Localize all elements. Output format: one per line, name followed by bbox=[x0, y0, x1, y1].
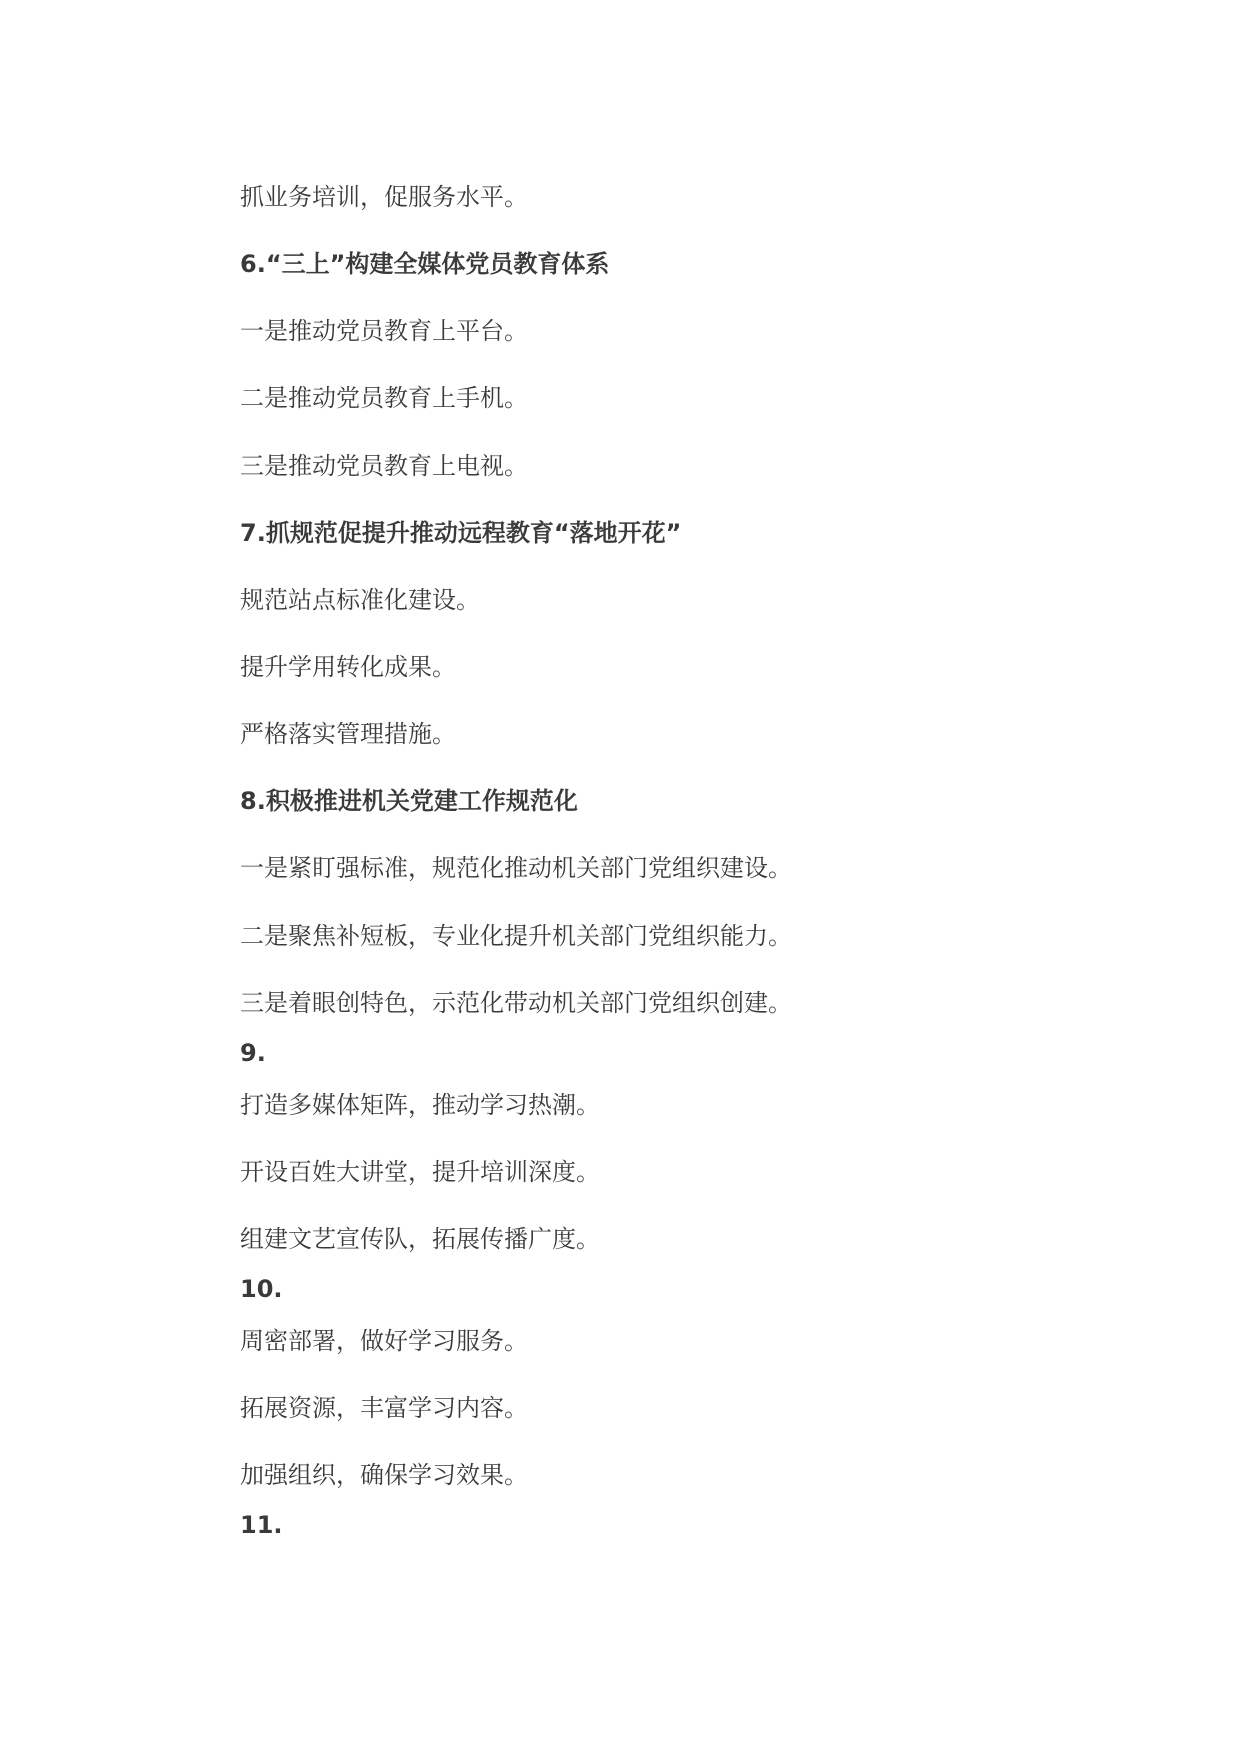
paragraph-item: 周密部署，做好学习服务。 bbox=[240, 1327, 528, 1355]
paragraph-item: 开设百姓大讲堂，提升培训深度。 bbox=[240, 1158, 600, 1186]
heading-section-6: 6.“三上”构建全媒体党员教育体系 bbox=[240, 250, 610, 278]
paragraph-item: 三是推动党员教育上电视。 bbox=[240, 452, 528, 480]
paragraph-item: 二是聚焦补短板，专业化提升机关部门党组织能力。 bbox=[240, 922, 792, 950]
paragraph-item: 规范站点标准化建设。 bbox=[240, 586, 480, 614]
paragraph-item: 一是推动党员教育上平台。 bbox=[240, 317, 528, 345]
heading-section-11: 11. bbox=[240, 1511, 283, 1539]
paragraph-item: 一是紧盯强标准，规范化推动机关部门党组织建设。 bbox=[240, 854, 792, 882]
paragraph-item: 三是着眼创特色，示范化带动机关部门党组织创建。 bbox=[240, 989, 792, 1017]
paragraph-item: 组建文艺宣传队，拓展传播广度。 bbox=[240, 1225, 600, 1253]
heading-section-8: 8.积极推进机关党建工作规范化 bbox=[240, 787, 578, 815]
heading-section-10: 10. bbox=[240, 1275, 283, 1303]
paragraph-item: 打造多媒体矩阵，推动学习热潮。 bbox=[240, 1091, 600, 1119]
paragraph-item: 加强组织，确保学习效果。 bbox=[240, 1461, 528, 1489]
paragraph-item: 提升学用转化成果。 bbox=[240, 653, 456, 681]
heading-section-7: 7.抓规范促提升推动远程教育“落地开花” bbox=[240, 519, 682, 547]
paragraph-item: 拓展资源，丰富学习内容。 bbox=[240, 1394, 528, 1422]
paragraph-business-training: 抓业务培训，促服务水平。 bbox=[240, 183, 528, 211]
heading-section-9: 9. bbox=[240, 1039, 266, 1067]
paragraph-item: 二是推动党员教育上手机。 bbox=[240, 384, 528, 412]
paragraph-item: 严格落实管理措施。 bbox=[240, 720, 456, 748]
